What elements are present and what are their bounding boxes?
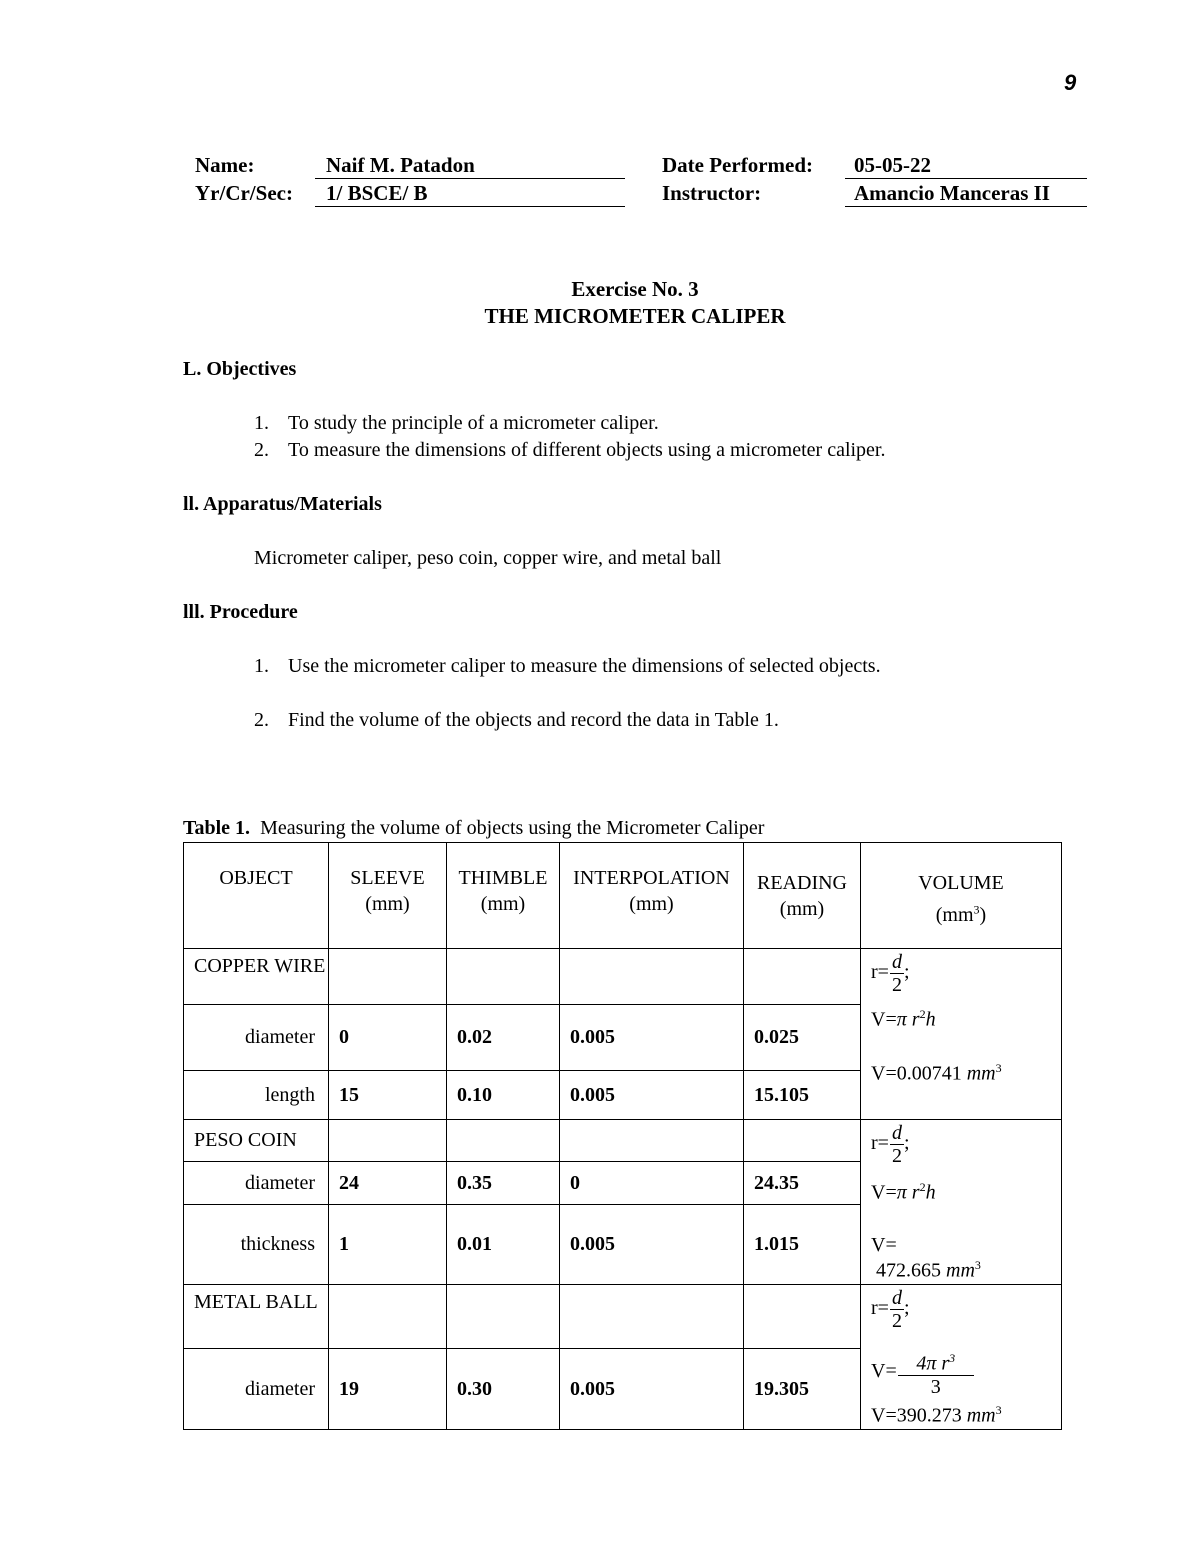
empty-cell: [329, 1120, 447, 1162]
reading-value: 0.025: [744, 1005, 861, 1071]
empty-cell: [560, 1285, 744, 1349]
procedure-number: 2.: [254, 709, 269, 731]
yrcrsec-label: Yr/Cr/Sec:: [195, 181, 293, 205]
reading-value: 24.35: [744, 1162, 861, 1205]
instructor-label: Instructor:: [662, 181, 762, 205]
empty-cell: [447, 1120, 560, 1162]
empty-cell: [744, 1120, 861, 1162]
sleeve-value: 19: [329, 1349, 447, 1430]
apparatus-heading: ll. Apparatus/Materials: [183, 493, 382, 515]
sleeve-value: 0: [329, 1005, 447, 1071]
name-label: Name:: [195, 153, 255, 177]
empty-cell: [329, 949, 447, 1005]
procedure-heading: lll. Procedure: [183, 601, 298, 623]
volume-result: V=390.273 $mm^3$: [871, 1403, 1002, 1427]
object-metal-ball: METAL BALL: [184, 1285, 329, 1349]
row-label: diameter: [184, 1349, 329, 1430]
yrcrsec-value: 1/ BSCE/ B: [315, 180, 625, 207]
interpolation-value: 0.005: [560, 1005, 744, 1071]
objective-number: 1.: [254, 412, 269, 434]
row-label: diameter: [184, 1162, 329, 1205]
empty-cell: [329, 1285, 447, 1349]
header-thimble: THIMBLE (mm): [447, 843, 560, 949]
header-volume: VOLUME $(mm^3)$: [861, 843, 1062, 949]
interpolation-value: 0.005: [560, 1205, 744, 1285]
row-label: thickness: [184, 1205, 329, 1285]
header-sleeve: SLEEVE (mm): [329, 843, 447, 949]
header-interpolation: INTERPOLATION (mm): [560, 843, 744, 949]
table-row: [184, 949, 1062, 1005]
empty-cell: [560, 949, 744, 1005]
objective-item: [254, 439, 886, 462]
procedure-text: Find the volume of the objects and record the data in Table 1.: [288, 709, 779, 731]
objective-item: [254, 412, 659, 435]
interpolation-value: 0.005: [560, 1071, 744, 1120]
row-label: diameter: [184, 1005, 329, 1071]
volume-result: V=0.00741 $mm^3$: [871, 1061, 1002, 1085]
thimble-value: 0.01: [447, 1205, 560, 1285]
apparatus-text: Micrometer caliper, peso coin, copper wire, and metal ball: [254, 547, 722, 569]
date-performed-value: 05-05-22: [845, 152, 1087, 179]
sleeve-value: 24: [329, 1162, 447, 1205]
object-peso-coin: PESO COIN: [184, 1120, 329, 1162]
date-performed-label: Date Performed:: [662, 153, 813, 177]
procedure-text: Use the micrometer caliper to measure the dimensions of selected objects.: [288, 655, 881, 677]
instructor-value: Amancio Manceras II: [845, 180, 1087, 207]
procedure-item: [254, 709, 779, 732]
empty-cell: [744, 1285, 861, 1349]
objective-text: To measure the dimensions of different objects using a micrometer caliper.: [288, 439, 886, 461]
reading-value: 19.305: [744, 1349, 861, 1430]
empty-cell: [560, 1120, 744, 1162]
table-caption-label: Table 1.: [183, 817, 251, 839]
volume-formula: V=π $r^2h$: [871, 1180, 936, 1204]
exercise-number: Exercise No. 3: [571, 277, 699, 301]
exercise-title: THE MICROMETER CALIPER: [484, 304, 786, 328]
objective-text: To study the principle of a micrometer caliper.: [288, 412, 659, 434]
reading-value: 15.105: [744, 1071, 861, 1120]
empty-cell: [744, 949, 861, 1005]
thimble-value: 0.30: [447, 1349, 560, 1430]
copper-volume-cell: [861, 949, 1062, 1120]
radius-formula: r= $\frac{d}{2}$ ;: [871, 1122, 910, 1167]
thimble-value: 0.35: [447, 1162, 560, 1205]
sleeve-value: 15: [329, 1071, 447, 1120]
procedure-item: [254, 655, 881, 678]
volume-result: 472.665 $mm^3$: [876, 1258, 981, 1282]
sphere-volume-formula: V= $\frac{4\pi r^3}{3}$: [871, 1347, 974, 1398]
procedure-number: 1.: [254, 655, 269, 677]
interpolation-value: 0: [560, 1162, 744, 1205]
name-value: Naif M. Patadon: [315, 152, 625, 179]
thimble-value: 0.10: [447, 1071, 560, 1120]
measurement-table: [183, 842, 1062, 1430]
table-header-row: [184, 843, 1062, 949]
empty-cell: [447, 1285, 560, 1349]
radius-formula: r= $\frac{d}{2}$ ;: [871, 1287, 910, 1332]
row-label: length: [184, 1071, 329, 1120]
header-reading: READING (mm): [744, 843, 861, 949]
page-number: 9: [1064, 70, 1077, 95]
volume-formula: V=π $r^2h$: [871, 1007, 936, 1031]
thimble-value: 0.02: [447, 1005, 560, 1071]
interpolation-value: 0.005: [560, 1349, 744, 1430]
reading-value: 1.015: [744, 1205, 861, 1285]
metal-volume-cell: [861, 1285, 1062, 1430]
objectives-heading: L. Objectives: [183, 358, 297, 380]
table-row: [184, 1285, 1062, 1349]
radius-formula: r= $\frac{d}{2}$ ;: [871, 951, 910, 996]
objective-number: 2.: [254, 439, 269, 461]
volume-result-prefix: V=: [871, 1234, 897, 1256]
table-row: [184, 1120, 1062, 1162]
table-caption: [183, 817, 764, 840]
sleeve-value: 1: [329, 1205, 447, 1285]
empty-cell: [447, 949, 560, 1005]
object-copper-wire: COPPER WIRE: [184, 949, 329, 1005]
header-object: OBJECT: [184, 843, 329, 949]
peso-volume-cell: [861, 1120, 1062, 1285]
table-caption-text: Measuring the volume of objects using the Micrometer Caliper: [260, 817, 765, 839]
